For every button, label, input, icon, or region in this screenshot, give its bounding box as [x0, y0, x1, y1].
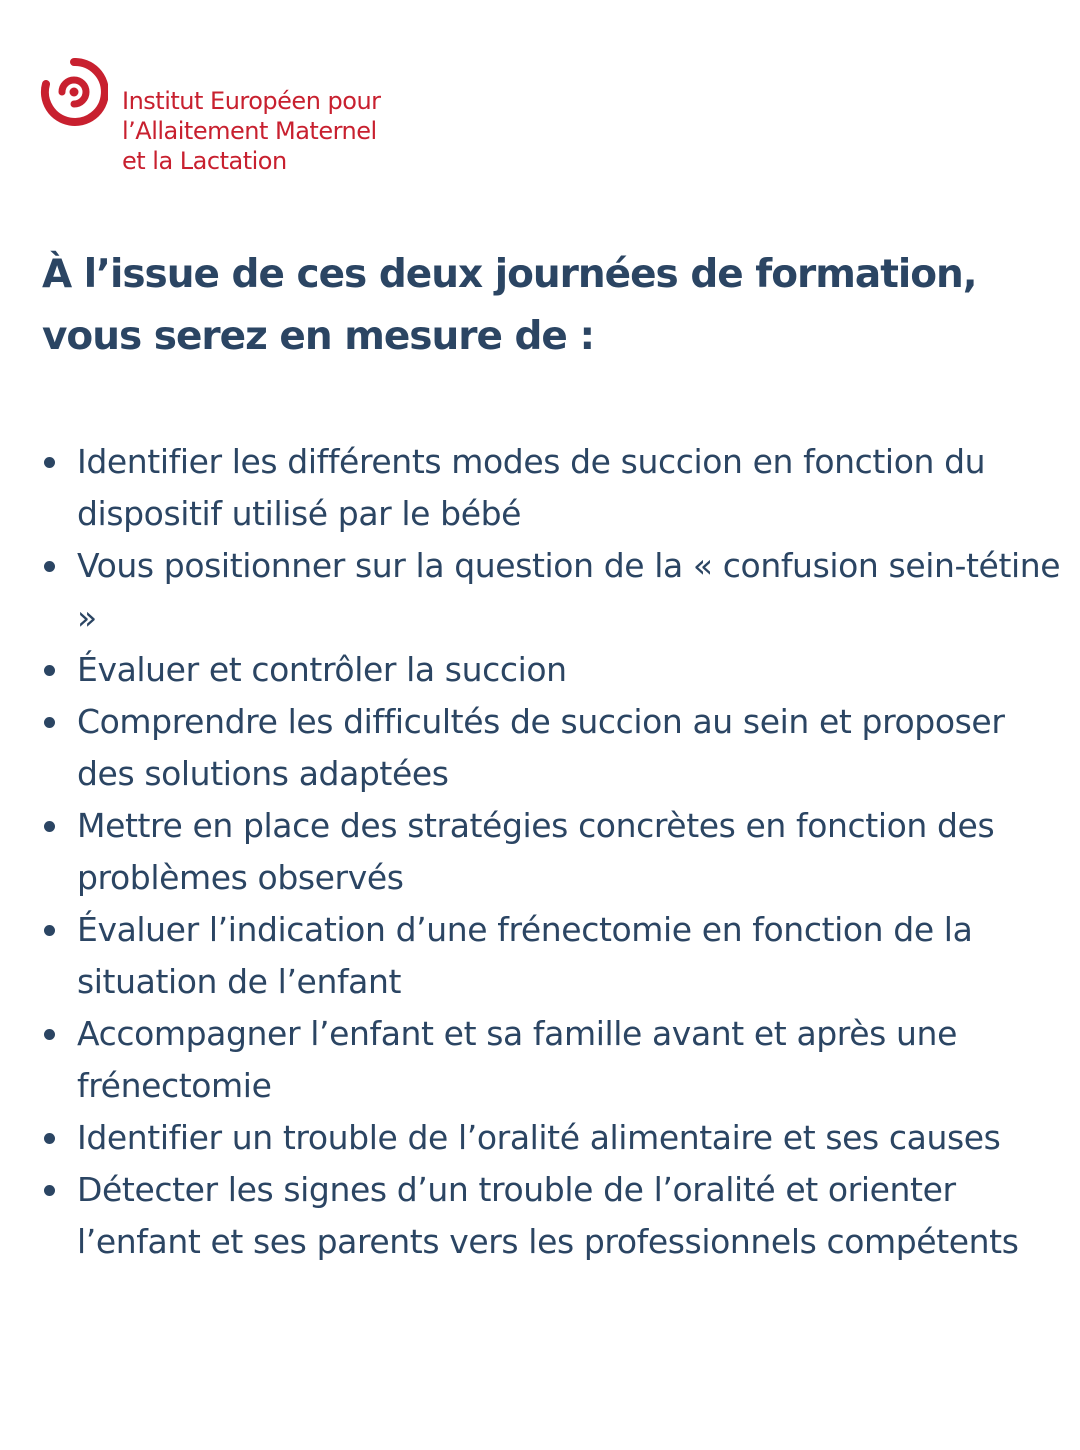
list-item-text: Évaluer et contrôler la succion — [77, 650, 567, 689]
logo-wordmark — [122, 86, 381, 176]
list-item — [40, 644, 1070, 696]
bullet-icon — [44, 821, 55, 832]
bullet-icon — [44, 1029, 55, 1040]
list-item — [40, 436, 1070, 540]
list-item-text: Détecter les signes d’un trouble de l’oralité et orienter l’enfant et ses parents vers les professionnels compétents — [77, 1170, 1019, 1261]
list-item-text: Identifier les différents modes de succion en fonction du dispositif utilisé par le bébé — [77, 442, 986, 533]
list-item — [40, 1008, 1070, 1112]
institute-logo — [40, 58, 381, 176]
list-item — [40, 1112, 1070, 1164]
bullet-icon — [44, 561, 55, 572]
logo-line-3: et la Lactation — [122, 147, 287, 175]
list-item — [40, 800, 1070, 904]
list-item-text: Évaluer l’indication d’une frénectomie en fonction de la situation de l’enfant — [77, 910, 973, 1001]
list-item-text: Identifier un trouble de l’oralité alimentaire et ses causes — [77, 1118, 1001, 1157]
list-item — [40, 540, 1070, 644]
bullet-icon — [44, 1185, 55, 1196]
list-item — [40, 904, 1070, 1008]
bullet-icon — [44, 925, 55, 936]
bullet-icon — [44, 1133, 55, 1144]
list-item-text: Mettre en place des stratégies concrètes en fonction des problèmes observés — [77, 806, 995, 897]
logo-line-1: Institut Européen pour — [122, 87, 381, 115]
list-item — [40, 696, 1070, 800]
bullet-icon — [44, 665, 55, 676]
section-heading: À l’issue de ces deux journées de formation, vous serez en mesure de : — [42, 252, 977, 359]
logo-line-2: l’Allaitement Maternel — [122, 117, 377, 145]
objectives-list — [40, 436, 1070, 1268]
bullet-icon — [44, 717, 55, 728]
list-item-text: Comprendre les difficultés de succion au sein et proposer des solutions adaptées — [77, 702, 1005, 793]
list-item-text: Accompagner l’enfant et sa famille avant et après une frénectomie — [77, 1014, 957, 1105]
bullet-icon — [44, 457, 55, 468]
list-item-text: Vous positionner sur la question de la « confusion sein-tétine » — [77, 546, 1061, 637]
list-item — [40, 1164, 1070, 1268]
spiral-logo-icon — [40, 58, 108, 126]
